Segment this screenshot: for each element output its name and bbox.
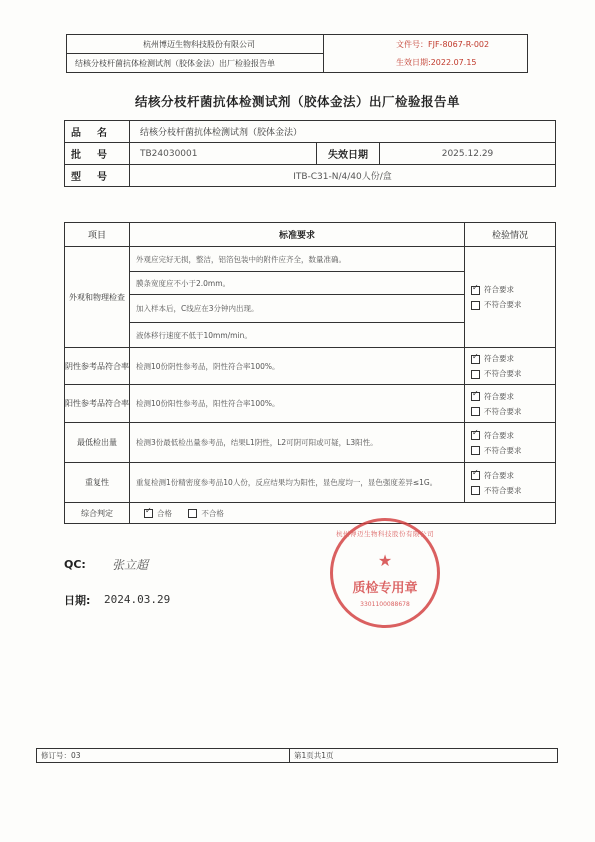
stamp-star-icon: ★ — [377, 551, 393, 570]
pass-option — [471, 470, 555, 481]
pass-label: 符合要求 — [484, 285, 514, 294]
fail-option — [471, 406, 555, 417]
qc-signature: 张立超 — [112, 558, 149, 572]
col-result-header: 检验情况 — [465, 223, 556, 247]
page-title: 结核分枝杆菌抗体检测试剂（胶体金法）出厂检验报告单 — [134, 94, 460, 109]
form-name: 结核分枝杆菌抗体检测试剂（胶体金法）出厂检验报告单 — [67, 54, 324, 73]
checkbox-checked-icon[interactable] — [144, 509, 153, 518]
row-item-appearance: 外观和物理检查 — [65, 247, 130, 348]
fail-option — [471, 485, 555, 496]
checkbox-checked-icon[interactable] — [471, 392, 480, 401]
result-cell — [465, 463, 556, 503]
expiry-value: 2025.12.29 — [380, 143, 556, 165]
result-cell — [465, 348, 556, 385]
pass-label: 符合要求 — [484, 470, 514, 480]
conclusion-fail-label: 不合格 — [201, 508, 224, 518]
info-table — [64, 120, 556, 187]
effective-date: 生效日期:2022.07.15 — [324, 54, 528, 73]
fail-option — [471, 368, 555, 379]
conclusion-label: 综合判定 — [65, 503, 130, 524]
doc-number: 文件号：FJF-8067-R-002 — [324, 35, 528, 54]
stamp-number: 3301100088678 — [360, 601, 410, 608]
result-cell — [465, 247, 556, 348]
pass-option — [471, 430, 555, 441]
result-cell — [465, 423, 556, 463]
header-table — [66, 34, 528, 73]
pass-label: 符合要求 — [484, 430, 514, 440]
company-name: 杭州博迈生物科技股份有限公司 — [67, 35, 324, 54]
date-value: 2024.03.29 — [104, 593, 171, 606]
pass-option — [471, 284, 555, 295]
pass-option — [471, 353, 555, 364]
requirement-text: 液体移行速度不低于10mm/min。 — [130, 323, 465, 348]
row-item-negative: 阴性参考品符合率 — [65, 348, 130, 385]
model-label: 型号 — [65, 165, 130, 187]
requirement-text: 检测10份阴性参考品，阴性符合率100%。 — [130, 348, 465, 385]
product-name-value: 结核分枝杆菌抗体检测试剂（胶体金法） — [130, 121, 556, 143]
expiry-label: 失效日期 — [317, 143, 380, 165]
fail-label: 不符合要求 — [484, 369, 522, 378]
conclusion-pass-option — [144, 509, 172, 518]
model-value: ITB-C31-N/4/40人份/盒 — [130, 165, 556, 187]
checkbox-checked-icon[interactable] — [471, 431, 480, 440]
requirement-text: 膜条宽度应不小于2.0mm。 — [130, 272, 465, 295]
footer-table — [36, 748, 558, 763]
fail-option — [471, 445, 555, 456]
inspection-table — [64, 222, 556, 524]
stamp-inner-text: 质检专用章 — [352, 581, 418, 596]
row-item-positive: 阳性参考品符合率 — [65, 385, 130, 423]
pass-option — [471, 391, 555, 402]
product-name-label: 品名 — [65, 121, 130, 143]
checkbox-checked-icon[interactable] — [471, 286, 480, 295]
requirement-text: 加入样本后，C线应在3分钟内出现。 — [130, 295, 465, 323]
checkbox-empty-icon[interactable] — [471, 446, 480, 455]
stamp-outer-text: 杭州博迈生物科技股份有限公司 — [336, 530, 434, 538]
page-number: 第1页共1页 — [290, 749, 558, 763]
requirement-text: 外观应完好无损，整洁，铝箔包装中的附件应齐全，数量准确。 — [130, 247, 465, 272]
pass-label: 符合要求 — [484, 391, 514, 401]
qc-label: QC: — [64, 558, 86, 571]
date-label: 日期: — [64, 594, 91, 607]
checkbox-empty-icon[interactable] — [471, 301, 480, 310]
revision-number: 修订号：03 — [37, 749, 290, 763]
requirement-text: 重复检测1份精密度参考品10人份，反应结果均为阳性，显色度均一，显色强度差异≤1G。 — [130, 463, 465, 503]
fail-option — [471, 299, 555, 310]
checkbox-empty-icon[interactable] — [471, 486, 480, 495]
conclusion-fail-option — [188, 509, 224, 518]
batch-value: TB24030001 — [130, 143, 317, 165]
col-item-header: 项目 — [65, 223, 130, 247]
fail-label: 不符合要求 — [484, 300, 522, 309]
checkbox-empty-icon[interactable] — [471, 407, 480, 416]
row-item-repeatability: 重复性 — [65, 463, 130, 503]
requirement-text: 检测10份阳性参考品，阳性符合率100%。 — [130, 385, 465, 423]
result-cell — [465, 385, 556, 423]
requirement-text: 检测3份最低检出量参考品，结果L1阴性，L2可阴可阳或可疑，L3阳性。 — [130, 423, 465, 463]
checkbox-empty-icon[interactable] — [471, 370, 480, 379]
batch-label: 批号 — [65, 143, 130, 165]
fail-label: 不符合要求 — [484, 406, 522, 416]
conclusion-pass-label: 合格 — [157, 508, 172, 518]
fail-label: 不符合要求 — [484, 445, 522, 455]
checkbox-checked-icon[interactable] — [471, 355, 480, 364]
fail-label: 不符合要求 — [484, 485, 522, 495]
checkbox-empty-icon[interactable] — [188, 509, 197, 518]
row-item-lod: 最低检出量 — [65, 423, 130, 463]
quality-stamp — [330, 518, 440, 628]
conclusion-cell — [130, 503, 556, 524]
col-standard-header: 标准要求 — [130, 223, 465, 247]
checkbox-checked-icon[interactable] — [471, 471, 480, 480]
pass-label: 符合要求 — [484, 354, 514, 363]
